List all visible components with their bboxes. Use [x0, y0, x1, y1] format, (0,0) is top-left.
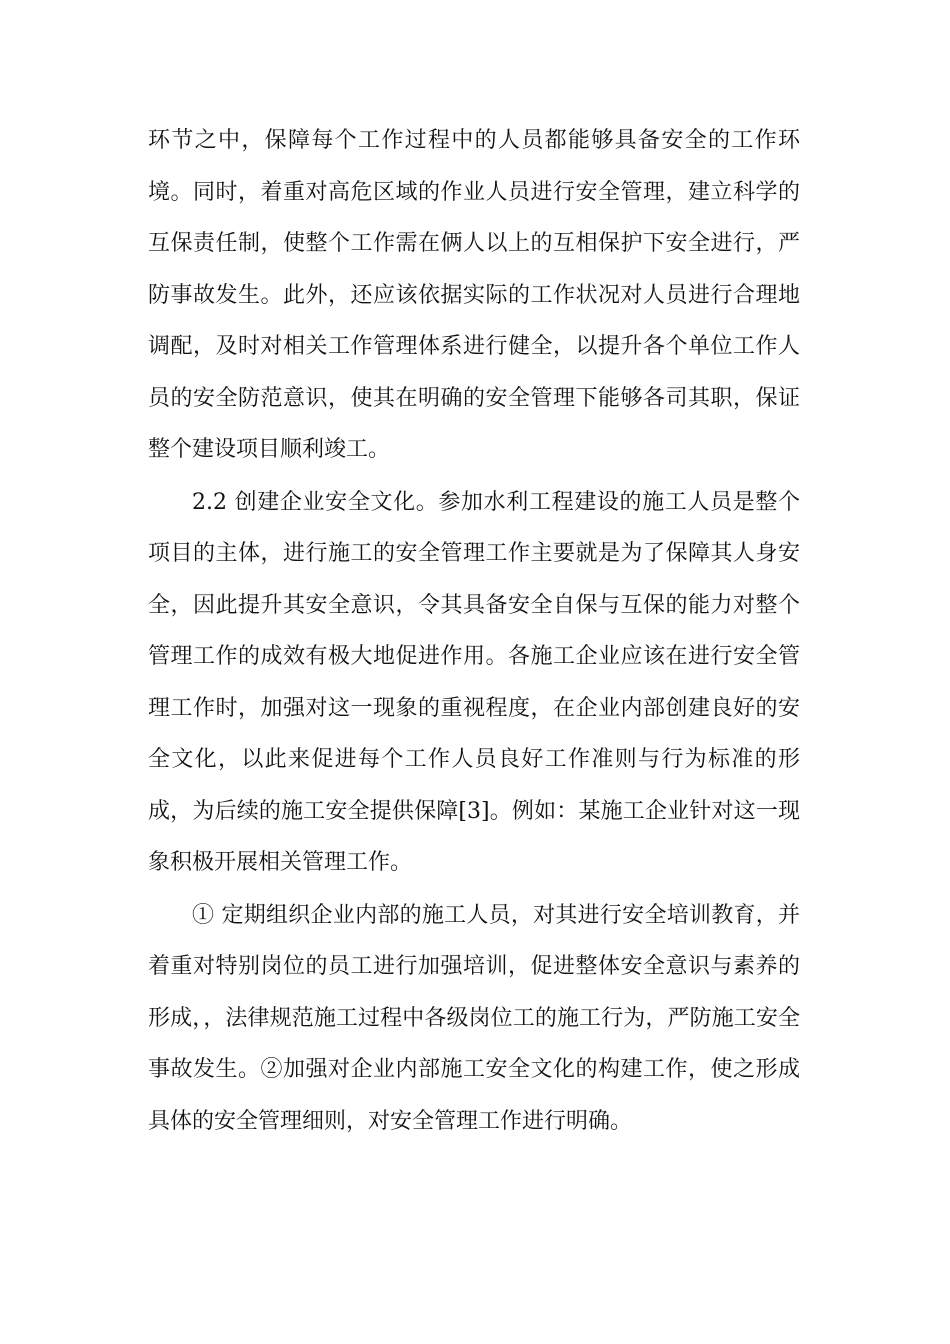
document-body [148, 115, 800, 1147]
paragraph-continuation: 环节之中，保障每个工作过程中的人员都能够具备安全的工作环境。同时，着重对高危区域的作业人员进行安全管理，建立科学的互保责任制，使整个工作需在俩人以上的互相保护下安全进行，严防事故发生。此外，还应该依据实际的工作状况对人员进行合理地调配，及时对相关工作管理体系进行健全，以提升各个单位工作人员的安全防范意识，使其在明确的安全管理下能够各司其职，保证整个建设项目顺利竣工。 [148, 128, 800, 462]
paragraph-measures: ① 定期组织企业内部的施工人员，对其进行安全培训教育，并着重对特别岗位的员工进行加强培训，促进整体安全意识与素养的形成，，法律规范施工过程中各级岗位工的施工行为，严防施工安全事故发生。②加强对企业内部施工安全文化的构建工作，使之形成具体的安全管理细则，对安全管理工作进行明确。 [148, 902, 800, 1134]
paragraph-section-2-2: 2.2 创建企业安全文化。参加水利工程建设的施工人员是整个项目的主体，进行施工的安全管理工作主要就是为了保障其人身安全，因此提升其安全意识，令其具备安全自保与互保的能力对整个管理工作的成效有极大地促进作用。各施工企业应该在进行安全管理工作时，加强对这一现象的重视程度，在企业内部创建良好的安全文化，以此来促进每个工作人员良好工作准则与行为标准的形成，为后续的施工安全提供保障[3]。例如：某施工企业针对这一现象积极开展相关管理工作。 [148, 489, 800, 875]
